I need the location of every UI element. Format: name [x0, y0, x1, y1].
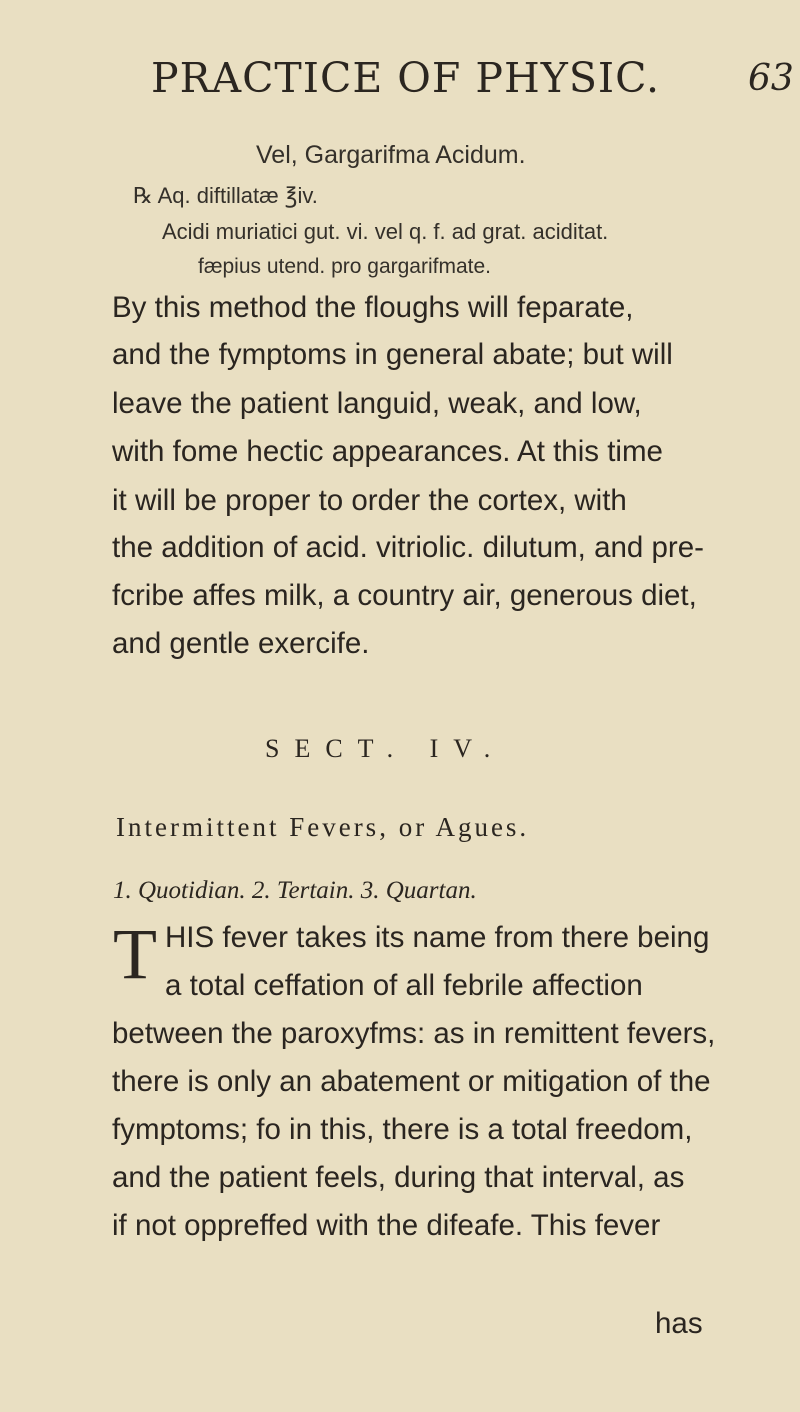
paragraph-line: and gentle exercife.	[112, 627, 370, 660]
section-subheading: 1. Quotidian. 2. Tertain. 3. Quartan.	[113, 877, 477, 904]
running-head: PRACTICE OF PHYSIC.	[151, 54, 661, 102]
paragraph-line: a total ceffation of all febrile affection	[165, 969, 643, 1002]
paragraph-line: and the fymptoms in general abate; but will	[112, 338, 673, 371]
paragraph-line: By this method the floughs will feparate,	[112, 291, 634, 324]
paragraph-line: and the patient feels, during that interval, as	[112, 1161, 685, 1194]
prescription-line: fæpius utend. pro gargarifmate.	[198, 255, 491, 278]
paragraph-line: leave the patient languid, weak, and low,	[112, 387, 642, 420]
paragraph-line: HIS fever takes its name from there being	[165, 921, 710, 954]
section-heading: Intermittent Fevers, or Agues.	[116, 812, 530, 842]
page-number: 63	[748, 58, 794, 99]
prescription-title: Vel, Gargarifma Acidum.	[256, 141, 526, 169]
paragraph-line: there is only an abatement or mitigation of the	[112, 1065, 711, 1098]
drop-cap: T	[113, 914, 157, 994]
paragraph-line: it will be proper to order the cortex, with	[112, 484, 627, 517]
paragraph-line: the addition of acid. vitriolic. dilutum, and pre-	[112, 531, 704, 564]
prescription-line: Acidi muriatici gut. vi. vel q. f. ad grat. aciditat.	[162, 219, 609, 244]
catchword: has	[655, 1307, 703, 1340]
section-number: SECT. IV.	[265, 734, 506, 763]
paragraph-line: with fome hectic appearances. At this time	[112, 435, 663, 468]
prescription-line: ℞ Aq. diftillatæ ℥iv.	[133, 183, 318, 208]
paragraph-line: fcribe affes milk, a country air, generous diet,	[112, 579, 697, 612]
paragraph-line: fymptoms; fo in this, there is a total freedom,	[112, 1113, 693, 1146]
paragraph-line: between the paroxyfms: as in remittent fevers,	[112, 1017, 716, 1050]
paragraph-line: if not oppreffed with the difeafe. This fever	[112, 1209, 661, 1242]
